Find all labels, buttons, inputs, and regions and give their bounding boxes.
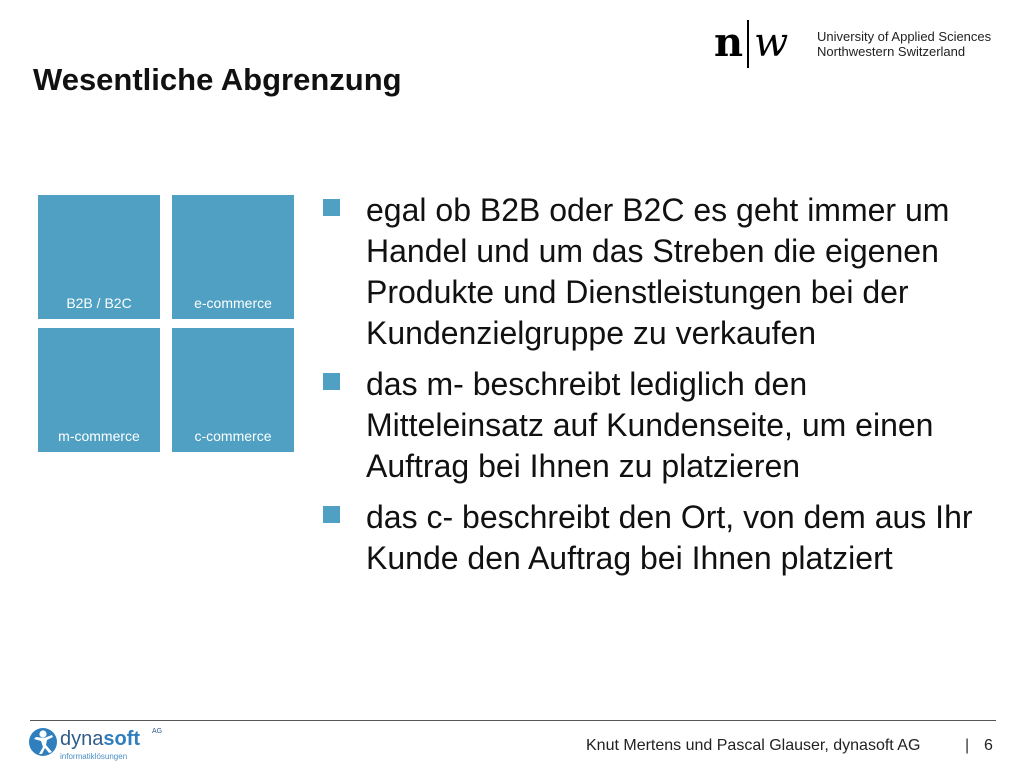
tile-m-commerce bbox=[38, 328, 160, 452]
bullet-text: egal ob B2B oder B2C es geht immer um Handel und um das Streben die eigenen Produkte und Dienstleistungen bei der Kundenzielgruppe zu verkaufen bbox=[366, 192, 950, 351]
bullet-square-icon bbox=[323, 373, 340, 390]
logo-text bbox=[817, 29, 991, 59]
bullet-item bbox=[323, 364, 983, 487]
logo-mark-n: n bbox=[714, 19, 744, 66]
bullet-text: das c- beschreibt den Ort, von dem aus Ihr Kunde den Auftrag bei Ihnen platziert bbox=[366, 499, 973, 576]
bullet-square-icon bbox=[323, 506, 340, 523]
bullet-text: das m- beschreibt lediglich den Mitteleinsatz auf Kundenseite, um einen Auftrag bei Ihnen zu platzieren bbox=[366, 366, 934, 484]
footer-separator: | bbox=[965, 737, 970, 754]
slide-title: Wesentliche Abgrenzung bbox=[33, 62, 402, 97]
tile-e-commerce bbox=[172, 195, 294, 319]
tile-label: m-commerce bbox=[58, 428, 140, 444]
dynasoft-wordmark bbox=[60, 728, 140, 751]
tile-label: B2B / B2C bbox=[66, 295, 132, 311]
page-number: 6 bbox=[984, 737, 993, 754]
logo-divider bbox=[747, 20, 749, 68]
logo-text-line2: Northwestern Switzerland bbox=[817, 44, 966, 59]
footer-divider bbox=[30, 720, 996, 721]
bullet-item bbox=[323, 190, 983, 354]
tile-label: c-commerce bbox=[194, 428, 272, 444]
dynasoft-prefix: dyna bbox=[60, 728, 104, 750]
fhnw-logo bbox=[714, 18, 1004, 72]
tile-c-commerce bbox=[172, 328, 294, 452]
logo-mark-w: w bbox=[754, 20, 789, 66]
dynasoft-ag: AG bbox=[152, 728, 163, 735]
dynasoft-suffix: soft bbox=[103, 728, 141, 750]
bullet-list bbox=[323, 190, 983, 589]
dynasoft-logo bbox=[28, 724, 168, 764]
dynasoft-figure-icon bbox=[28, 726, 58, 760]
bullet-square-icon bbox=[323, 199, 340, 216]
logo-text-line1: University of Applied Sciences bbox=[817, 29, 992, 44]
tile-b2b-b2c bbox=[38, 195, 160, 319]
tile-label: e-commerce bbox=[194, 295, 272, 311]
dynasoft-tagline: informatiklösungen bbox=[60, 752, 128, 761]
footer-authors: Knut Mertens und Pascal Glauser, dynasoft AG bbox=[586, 737, 921, 754]
bullet-item bbox=[323, 497, 983, 579]
